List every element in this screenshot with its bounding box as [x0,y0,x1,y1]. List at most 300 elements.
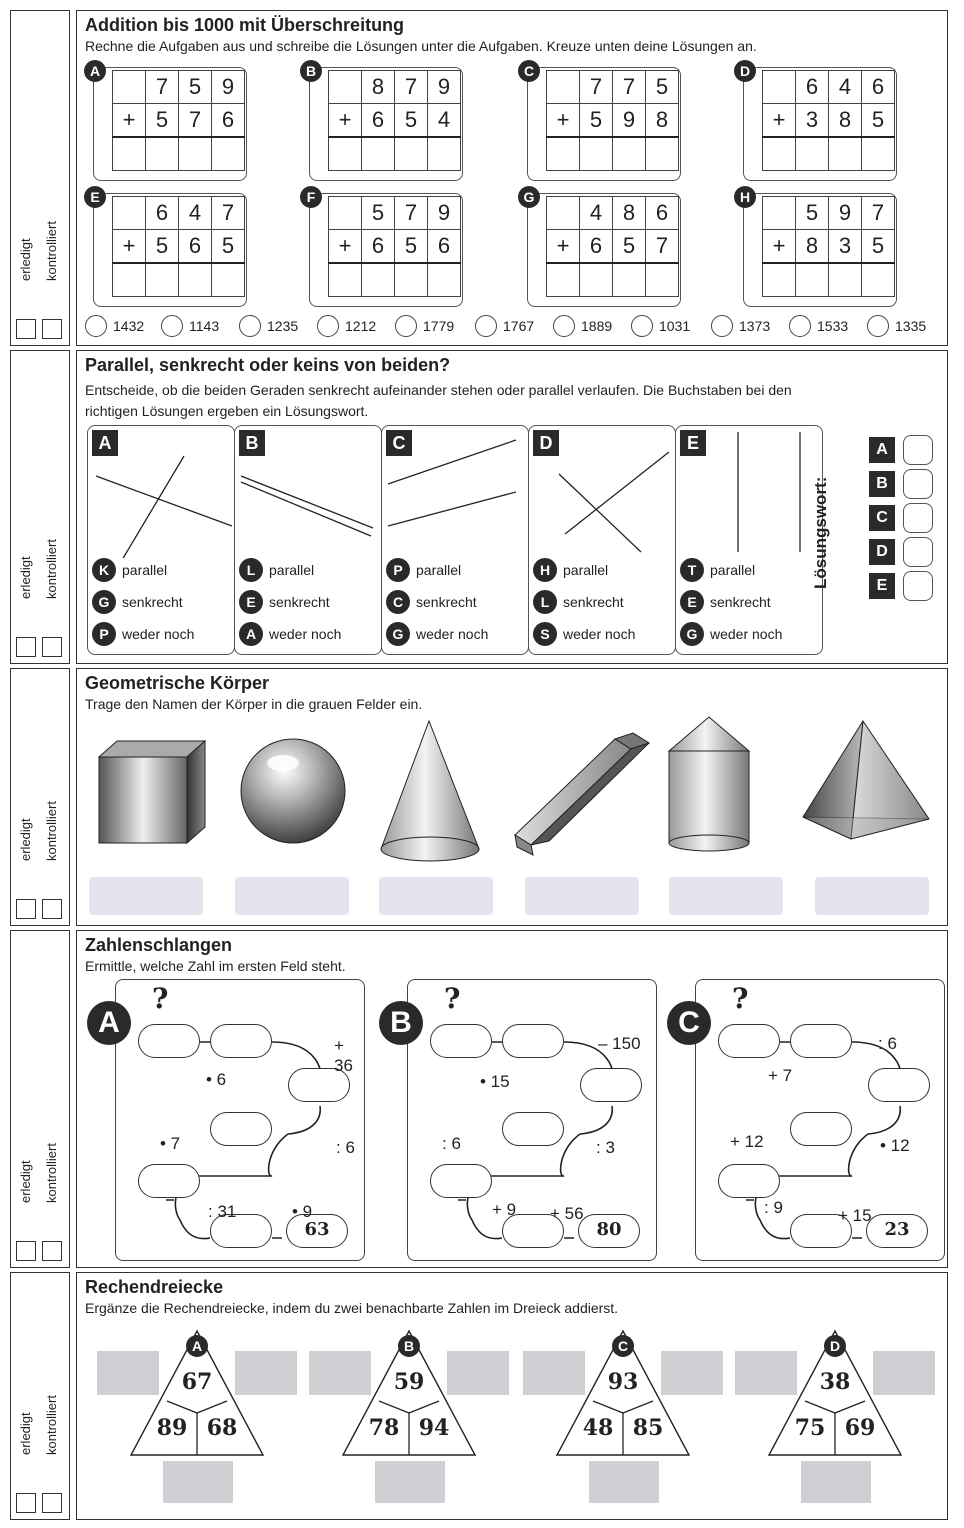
line-choice[interactable] [239,558,314,582]
snake-field[interactable] [138,1024,200,1058]
line [241,482,371,536]
solution-letter-box[interactable] [903,503,933,533]
triangle-left-number: 78 [368,1415,400,1441]
line [388,492,516,526]
kontrolliert-label: kontrolliert [44,1143,59,1203]
pyramid-shape [803,721,929,839]
option-circle[interactable] [867,315,889,337]
digit-grid [112,196,245,297]
digit-cell: 5 [146,230,179,264]
digit-cell: 6 [362,230,395,264]
option-value: 1335 [895,318,927,334]
answer-cell[interactable] [362,137,395,171]
triangle-right-number: 94 [418,1415,450,1441]
digit-cell [113,197,146,230]
card-label: C [386,430,412,456]
cone-shape [381,721,479,861]
erledigt-checkbox[interactable] [16,637,36,657]
choice-text: weder noch [122,626,195,642]
solution-option[interactable] [239,315,298,337]
snake-operation: : 6 [336,1138,355,1157]
addition-task [89,63,247,181]
line-card [87,425,235,655]
digit-cell: 9 [212,71,245,104]
snake-field[interactable] [430,1024,492,1058]
solution-letter-label: E [869,573,895,599]
kontrolliert-checkbox[interactable] [42,1241,62,1261]
answer-cell[interactable] [329,137,362,171]
snake-field[interactable] [868,1068,930,1102]
erledigt-checkbox[interactable] [16,319,36,339]
kontrolliert-label: kontrolliert [44,1395,59,1455]
section-parallel [76,350,948,664]
answer-field-bottom[interactable] [375,1461,445,1503]
digit-cell [763,71,796,104]
line-card [381,425,529,655]
triangle-top-number: 38 [819,1369,851,1395]
option-circle[interactable] [711,315,733,337]
choice-letter: L [533,590,557,614]
snake-operation: • 6 [206,1070,227,1089]
choice-letter: T [680,558,704,582]
kontrolliert-checkbox[interactable] [42,1493,62,1513]
choice-text: senkrecht [416,594,477,610]
answer-cell[interactable] [580,263,613,297]
digit-grid [762,196,895,297]
section-title: Rechendreiecke [85,1277,224,1297]
line-choice[interactable] [533,622,635,646]
digit-cell: 9 [613,104,646,138]
choice-letter: P [92,622,116,646]
plus-sign: + [547,230,580,264]
choice-text: senkrecht [269,594,330,610]
digit-cell [329,197,362,230]
digit-cell: 6 [646,197,679,230]
choice-text: weder noch [416,626,489,642]
snake-operation: + 12 [730,1132,764,1151]
solution-letter-box[interactable] [903,571,933,601]
solution-option[interactable] [85,315,144,337]
question-mark: ? [152,982,169,1015]
digit-cell: 4 [428,104,461,138]
triangle-label: C [612,1335,634,1357]
bodies-drawing [77,705,945,865]
choice-letter: S [533,622,557,646]
solution-option[interactable] [395,315,454,337]
answer-cell[interactable] [646,263,679,297]
question-mark: ? [444,982,461,1015]
digit-grid [112,70,245,171]
answer-cell[interactable] [547,137,580,171]
digit-cell: 8 [796,230,829,264]
snake-card [407,979,657,1261]
section-calc-triangles [76,1272,948,1520]
card-label: D [533,430,559,456]
answer-cell[interactable] [829,137,862,171]
digit-cell: 6 [428,230,461,264]
addition-task [90,189,247,307]
plus-sign: + [113,104,146,138]
answer-cell[interactable] [113,263,146,297]
snake-field[interactable] [210,1024,272,1058]
option-value: 1212 [345,318,377,334]
line-choice[interactable] [533,558,608,582]
kontrolliert-label: kontrolliert [44,539,59,599]
cube-shape [99,741,205,843]
option-circle[interactable] [475,315,497,337]
addition-task [739,189,897,307]
choice-letter: G [386,622,410,646]
digit-grid [328,70,461,171]
snake-card [695,979,945,1261]
option-value: 1767 [503,318,535,334]
snake-operation: + 9 [492,1200,517,1219]
plus-sign: + [329,230,362,264]
choice-text: senkrecht [563,594,624,610]
task-label: F [300,186,322,208]
snake-operation: + 15 [838,1206,872,1225]
option-circle[interactable] [317,315,339,337]
solution-word-label: Lösungswort: [811,476,830,589]
answer-cell[interactable] [179,137,212,171]
lines-drawing [88,428,234,558]
section-instruction: Trage den Namen der Körper in die grauen Felder ein. [85,696,423,712]
erledigt-checkbox[interactable] [16,1241,36,1261]
answer-field-bottom[interactable] [163,1461,233,1503]
lines-drawing [529,428,675,558]
line-choice[interactable] [680,622,782,646]
solution-option[interactable] [631,315,690,337]
triangle-left-number: 89 [156,1415,188,1441]
digit-cell: 7 [179,104,212,138]
snake-field[interactable] [718,1024,780,1058]
line [388,440,516,484]
answer-cell[interactable] [146,137,179,171]
digit-cell: 5 [395,104,428,138]
answer-cell[interactable] [212,263,245,297]
digit-cell: 4 [580,197,613,230]
digit-cell: 9 [428,71,461,104]
digit-cell: 5 [580,104,613,138]
choice-text: parallel [563,562,609,578]
solution-option[interactable] [789,315,848,337]
line-choice[interactable] [386,622,488,646]
option-circle[interactable] [239,315,261,337]
choice-letter: E [239,590,263,614]
answer-field-1[interactable] [89,877,203,915]
answer-field-4[interactable] [525,877,639,915]
choice-text: weder noch [269,626,342,642]
answer-cell[interactable] [580,137,613,171]
answer-cell[interactable] [763,263,796,297]
section-instruction: Rechne die Aufgaben aus und schreibe die Lösungen unter die Aufgaben. Kreuze unten deine Lösungen an. [85,38,757,54]
erledigt-label: erledigt [18,1160,33,1203]
snake-operation: + 7 [768,1066,793,1085]
snake-field[interactable] [502,1024,564,1058]
digit-cell: 5 [646,71,679,104]
line-choice[interactable] [533,590,624,614]
answer-cell[interactable] [395,263,428,297]
option-circle[interactable] [161,315,183,337]
kontrolliert-checkbox[interactable] [42,319,62,339]
triangle-label: A [186,1335,208,1357]
choice-text: senkrecht [122,594,183,610]
line [122,456,184,558]
line-choice[interactable] [92,622,194,646]
solution-option[interactable] [317,315,376,337]
digit-grid [328,196,461,297]
snake-operation: – 150 [598,1034,641,1053]
solution-option[interactable] [161,315,219,337]
line-choice[interactable] [239,622,341,646]
choice-text: parallel [269,562,315,578]
answer-cell[interactable] [146,263,179,297]
option-circle[interactable] [553,315,575,337]
digit-cell: 5 [613,230,646,264]
triangle-left-number: 48 [582,1415,614,1441]
kontrolliert-checkbox[interactable] [42,637,62,657]
answer-field-5[interactable] [669,877,783,915]
snake-operation: + 36 [334,1036,353,1075]
snake-operation: : 6 [878,1034,897,1053]
snake-operation: + 56 [550,1204,584,1223]
choice-text: parallel [416,562,462,578]
digit-cell: 4 [179,197,212,230]
digit-grid [762,70,895,171]
triangle-right-number: 85 [632,1415,664,1441]
answer-field-3[interactable] [379,877,493,915]
answer-cell[interactable] [329,263,362,297]
section-title: Addition bis 1000 mit Überschreitung [85,15,405,35]
card-label: B [239,430,265,456]
erledigt-label: erledigt [18,818,33,861]
solution-option[interactable] [867,315,926,337]
solution-letter-label: D [869,539,895,565]
snake-field[interactable] [790,1024,852,1058]
lines-drawing [235,428,381,558]
sphere-shape [241,739,345,843]
answer-cell[interactable] [179,263,212,297]
section-instruction-line2: richtigen Lösungen ergeben ein Lösungswort. [85,403,369,419]
option-value: 1235 [267,318,299,334]
snake-result: 63 [286,1214,348,1248]
addition-task [739,63,897,181]
task-label: C [518,60,540,82]
digit-cell: 6 [362,104,395,138]
snake-operation: • 12 [880,1136,910,1155]
lines-drawing [676,428,822,558]
snake-field[interactable] [430,1164,492,1198]
snake-field[interactable] [138,1164,200,1198]
task-label: H [734,186,756,208]
line [565,452,669,534]
digit-cell: 4 [829,71,862,104]
choice-letter: L [239,558,263,582]
digit-cell [763,197,796,230]
sidebar-section-4 [10,930,70,1268]
answer-cell[interactable] [829,263,862,297]
solution-letter-box[interactable] [903,469,933,499]
solution-letter-box[interactable] [903,537,933,567]
answer-field-6[interactable] [815,877,929,915]
task-label: E [84,186,106,208]
snake-field[interactable] [502,1112,564,1146]
triangle-top-number: 67 [181,1369,213,1395]
snake-operation: : 6 [442,1134,461,1153]
solution-letter-label: A [869,437,895,463]
solution-option[interactable] [711,315,770,337]
plus-sign: + [763,230,796,264]
digit-cell: 6 [580,230,613,264]
triangle-right-number: 68 [206,1415,238,1441]
addition-task [523,63,681,181]
snake-field[interactable] [210,1112,272,1146]
option-value: 1889 [581,318,613,334]
choice-letter: G [680,622,704,646]
option-value: 1533 [817,318,849,334]
line-choice[interactable] [386,558,461,582]
answer-cell[interactable] [796,263,829,297]
answer-cell[interactable] [862,137,895,171]
answer-field-2[interactable] [235,877,349,915]
plus-sign: + [763,104,796,138]
option-value: 1373 [739,318,771,334]
snake-field[interactable] [580,1068,642,1102]
solution-option[interactable] [475,315,534,337]
triangle-label: D [824,1335,846,1357]
section-instruction: Ergänze die Rechendreiecke, indem du zwei benachbarte Zahlen im Dreieck addierst. [85,1300,619,1316]
triangle-left-number: 75 [794,1415,826,1441]
digit-cell: 8 [613,197,646,230]
snake-label: A [87,1001,131,1045]
task-label: B [300,60,322,82]
answer-cell[interactable] [362,263,395,297]
option-circle[interactable] [395,315,417,337]
digit-cell: 5 [862,230,895,264]
digit-cell: 9 [829,197,862,230]
digit-cell [113,71,146,104]
digit-cell: 6 [179,230,212,264]
question-mark: ? [732,982,749,1015]
answer-cell[interactable] [113,137,146,171]
line-choice[interactable] [386,590,477,614]
section-title: Parallel, senkrecht oder keins von beiden? [85,355,451,375]
answer-cell[interactable] [428,137,461,171]
line-choice[interactable] [239,590,330,614]
snake-field[interactable] [718,1164,780,1198]
option-circle[interactable] [631,315,653,337]
snake-operation: • 7 [160,1134,181,1153]
erledigt-checkbox[interactable] [16,1493,36,1513]
task-label: D [734,60,756,82]
digit-cell: 6 [862,71,895,104]
snake-label: C [667,1001,711,1045]
line [241,476,373,528]
snake-field[interactable] [790,1112,852,1146]
sidebar-section-2 [10,350,70,664]
task-label: A [84,60,106,82]
line [559,474,641,552]
section-geometric-bodies [76,668,948,926]
snake-operation: • 15 [480,1072,510,1091]
digit-cell: 7 [580,71,613,104]
answer-cell[interactable] [428,263,461,297]
snake-result: 23 [866,1214,928,1248]
choice-letter: G [92,590,116,614]
digit-cell: 7 [862,197,895,230]
snake-operation: : 9 [764,1198,783,1217]
snake-operation: : 31 [208,1202,237,1221]
line-choice[interactable] [680,558,755,582]
answer-cell[interactable] [796,137,829,171]
answer-cell[interactable] [395,137,428,171]
addition-task [523,189,681,307]
line-choice[interactable] [92,558,167,582]
digit-cell: 5 [212,230,245,264]
answer-field-bottom[interactable] [589,1461,659,1503]
choice-text: parallel [122,562,168,578]
answer-cell[interactable] [763,137,796,171]
choice-text: weder noch [563,626,636,642]
kontrolliert-checkbox[interactable] [42,899,62,919]
task-label: G [518,186,540,208]
erledigt-label: erledigt [18,238,33,281]
line-choice[interactable] [680,590,771,614]
erledigt-checkbox[interactable] [16,899,36,919]
digit-grid [546,196,679,297]
digit-cell: 6 [212,104,245,138]
choice-text: weder noch [710,626,783,642]
solution-letter-label: C [869,505,895,531]
snake-result: 80 [578,1214,640,1248]
digit-cell: 9 [428,197,461,230]
plus-sign: + [547,104,580,138]
solution-option[interactable] [553,315,612,337]
digit-cell: 7 [646,230,679,264]
sidebar-section-5 [10,1272,70,1520]
choice-letter: C [386,590,410,614]
digit-cell: 6 [796,71,829,104]
answer-field-bottom[interactable] [801,1461,871,1503]
option-circle[interactable] [85,315,107,337]
line-choice[interactable] [92,590,183,614]
option-value: 1031 [659,318,691,334]
section-number-snakes [76,930,948,1268]
digit-cell [547,197,580,230]
choice-letter: H [533,558,557,582]
answer-cell[interactable] [613,263,646,297]
answer-cell[interactable] [212,137,245,171]
answer-cell[interactable] [862,263,895,297]
digit-cell: 8 [362,71,395,104]
triangle-top-number: 59 [393,1369,425,1395]
answer-cell[interactable] [613,137,646,171]
answer-cell[interactable] [547,263,580,297]
digit-grid [546,70,679,171]
digit-cell [329,71,362,104]
solution-letter-box[interactable] [903,435,933,465]
snake-card [115,979,365,1261]
digit-cell: 5 [796,197,829,230]
option-circle[interactable] [789,315,811,337]
erledigt-label: erledigt [18,1412,33,1455]
triangle-label: B [398,1335,420,1357]
addition-task [306,189,463,307]
sidebar-section-3 [10,668,70,926]
digit-cell: 5 [362,197,395,230]
option-value: 1143 [189,318,220,334]
answer-cell[interactable] [646,137,679,171]
